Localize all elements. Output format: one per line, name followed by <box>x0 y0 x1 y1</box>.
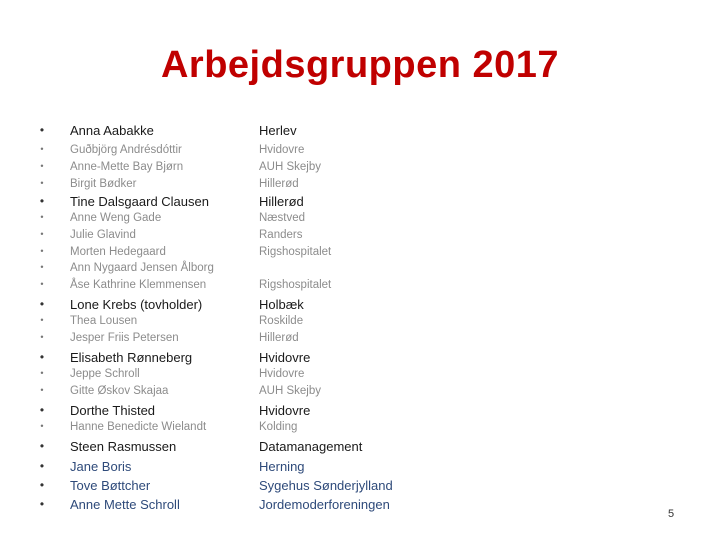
bullet-icon: • <box>40 262 44 272</box>
bullet-icon: • <box>40 178 44 188</box>
member-name: Jesper Friis Petersen <box>70 332 179 344</box>
member-place: Sygehus Sønderjylland <box>259 478 393 493</box>
member-place: Hillerød <box>259 178 299 190</box>
member-name: Lone Krebs (tovholder) <box>70 297 203 312</box>
member-name: Birgit Bødker <box>70 178 137 190</box>
member-name: Tove Bøttcher <box>70 478 151 493</box>
bullet-icon: • <box>40 246 44 256</box>
bullet-icon: • <box>39 403 45 417</box>
member-name: Elisabeth Rønneberg <box>70 350 193 365</box>
member-name: Morten Hedegaard <box>70 246 166 258</box>
member-place: Hvidovre <box>259 144 305 156</box>
member-place: Hillerød <box>259 332 299 344</box>
bullet-icon: • <box>40 315 44 325</box>
bullet-icon: • <box>39 459 45 473</box>
member-name: Dorthe Thisted <box>70 403 156 418</box>
member-name: Jeppe Schroll <box>70 368 140 380</box>
member-name: Jane Boris <box>70 459 132 474</box>
bullet-icon: • <box>39 194 45 208</box>
member-place: Hvidovre <box>259 350 311 365</box>
member-name: Åse Kathrine Klemmensen <box>70 279 207 291</box>
member-place: Datamanagement <box>259 439 363 454</box>
bullet-icon: • <box>40 279 44 289</box>
bullet-icon: • <box>39 123 45 137</box>
member-name: Julie Glavind <box>70 229 136 241</box>
member-place: AUH Skejby <box>259 385 321 397</box>
member-place: Herlev <box>259 123 297 138</box>
bullet-icon: • <box>40 368 44 378</box>
member-name: Steen Rasmussen <box>70 439 177 454</box>
member-place: Herning <box>259 459 305 474</box>
member-place: Næstved <box>259 212 306 224</box>
member-place: Hvidovre <box>259 368 305 380</box>
member-name: Tine Dalsgaard Clausen <box>70 194 209 209</box>
bullet-icon: • <box>40 421 44 431</box>
page-number: 5 <box>668 508 675 520</box>
bullet-icon: • <box>39 439 45 453</box>
member-name: Anna Aabakke <box>70 123 154 138</box>
member-name: Hanne Benedicte Wielandt <box>70 421 207 433</box>
bullet-icon: • <box>40 332 44 342</box>
member-name: Anne-Mette Bay Bjørn <box>70 161 184 173</box>
member-place: Randers <box>259 229 303 241</box>
member-place: Rigshospitalet <box>259 279 332 291</box>
member-name: Ann Nygaard Jensen Ålborg <box>70 262 214 274</box>
bullet-icon: • <box>40 161 44 171</box>
bullet-icon: • <box>40 385 44 395</box>
member-place: Hvidovre <box>259 403 311 418</box>
bullet-icon: • <box>39 478 45 492</box>
member-place: Kolding <box>259 421 298 433</box>
member-place: Holbæk <box>259 297 304 312</box>
member-place: Jordemoderforeningen <box>259 497 390 512</box>
member-name: Anne Mette Schroll <box>70 497 180 512</box>
member-name: Anne Weng Gade <box>70 212 162 224</box>
bullet-icon: • <box>40 229 44 239</box>
bullet-icon: • <box>39 350 45 364</box>
member-name: Gitte Øskov Skajaa <box>70 385 169 397</box>
member-place: Roskilde <box>259 315 304 327</box>
bullet-icon: • <box>40 212 44 222</box>
bullet-icon: • <box>39 497 45 511</box>
member-place: Hillerød <box>259 194 304 209</box>
member-name: Guðbjörg Andrésdóttir <box>70 144 182 156</box>
member-name: Thea Lousen <box>70 315 138 327</box>
member-place: AUH Skejby <box>259 161 321 173</box>
slide-title: Arbejdsgruppen 2017 <box>160 44 560 86</box>
member-place: Rigshospitalet <box>259 246 332 258</box>
bullet-icon: • <box>40 144 44 154</box>
bullet-icon: • <box>39 297 45 311</box>
